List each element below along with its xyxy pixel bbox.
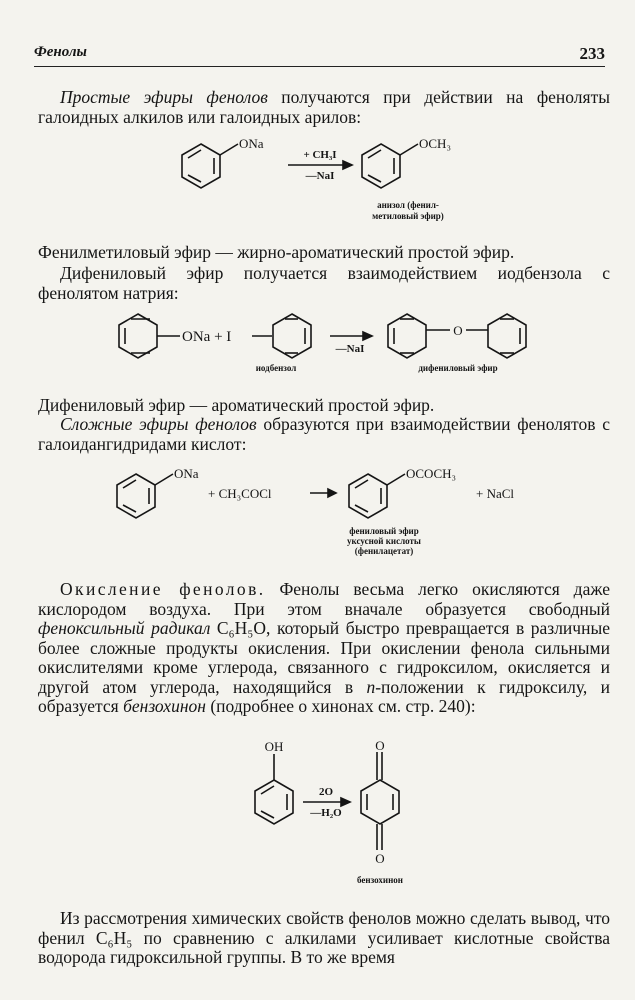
byproduct: + NaCl	[476, 486, 515, 501]
term-benzoquinone: бензохинон	[123, 696, 206, 716]
paragraph-text: -положении к гидроксилу, и образуется	[38, 676, 610, 716]
paragraph-text: получаются при действии на феноляты галоидных алкилов или галоидных арилов:	[38, 87, 610, 127]
reagent-top: + CH₃I	[303, 149, 337, 161]
product-label-2: метиловый эфир)	[372, 211, 444, 221]
hydroxyl-group: OH	[264, 740, 284, 754]
reagent-acetyl-chloride: + CH₃COCl	[208, 486, 272, 501]
quinone-oxygen-bottom: O	[375, 851, 385, 866]
label-benzoquinone: бензохинон	[357, 875, 403, 885]
page-number: 233	[579, 44, 605, 63]
label-diphenyl-ether: дифениловый эфир	[418, 363, 498, 373]
product-group: OCOCH₃	[406, 466, 457, 481]
term-phenoxyl-radical: феноксильный радикал	[38, 618, 211, 638]
paragraph-text: образуются при взаимодействии фенолятов с галоидангидридами кислот:	[38, 414, 610, 454]
paragraph-text: Фенолы весьма легко окисляются даже кислородом воздуха. При этом вначале образуется свободный	[38, 579, 610, 619]
scheme-anisole	[0, 130, 635, 230]
page-header	[34, 44, 605, 64]
reagent-top: 2O	[318, 786, 334, 798]
paragraph-simple-ethers	[38, 88, 610, 127]
line-diphenyl-ether: Дифениловый эфир — ароматический простой эфир.	[38, 395, 435, 415]
paragraph-conclusion: Из рассмотрения химических свойств фенолов можно сделать вывод, что фенил C₆H₅ по сравнению с алкилами усиливает кислотные свойства водорода гидроксильной группы. В то же время	[38, 908, 610, 967]
product-label-1: фениловый эфир	[349, 526, 419, 536]
paragraph-text: C₆H₅O, который быстро превращается в различные более сложные продукты окисления. При окислении фенола сильными окислителями кроме углерода, связанного с гидроксилом, окисляется и другой атом углерода, находящийся в	[38, 618, 610, 697]
product-group: OCH₃	[419, 136, 451, 151]
reagent-bottom: —NaI	[335, 343, 365, 355]
scheme-diphenyl-ether	[0, 302, 635, 382]
reagent-bottom: —H₂O	[310, 807, 342, 819]
reactant-group: ONa	[174, 466, 199, 481]
heading-oxidation: Окисление фенолов.	[60, 579, 266, 599]
term-simple-ethers: Простые эфиры фенолов	[60, 87, 268, 107]
line-phenylmethyl-ether: Фенилметиловый эфир — жирно-ароматический простой эфир.	[38, 242, 515, 262]
quinone-oxygen-top: O	[375, 740, 385, 753]
scheme-benzoquinone	[0, 740, 635, 890]
reagent-bottom: —NaI	[305, 170, 335, 182]
header-rule	[34, 66, 605, 67]
product-label-1: анизол (фенил-	[377, 200, 439, 210]
paragraph-diphenyl-ether: Дифениловый эфир получается взаимодействием иодбензола с фенолятом натрия:	[38, 263, 610, 303]
ether-oxygen: O	[453, 323, 463, 338]
term-complex-ethers: Сложные эфиры фенолов	[60, 414, 257, 434]
running-title: Фенолы	[34, 44, 87, 60]
scheme-phenyl-acetate	[0, 456, 635, 561]
paragraph-oxidation	[38, 580, 610, 717]
label-iodobenzene: иодбензол	[255, 363, 297, 373]
term-para: п	[366, 676, 376, 697]
paragraph-esters	[38, 415, 610, 454]
reactant-text: ONa + I	[182, 329, 232, 345]
paragraph-text: (подробнее о хинонах см. стр. 240):	[205, 696, 476, 716]
reactant-group: ONa	[239, 136, 264, 151]
product-label-2: уксусной кислоты	[347, 536, 421, 546]
product-label-3: (фенилацетат)	[354, 546, 414, 556]
